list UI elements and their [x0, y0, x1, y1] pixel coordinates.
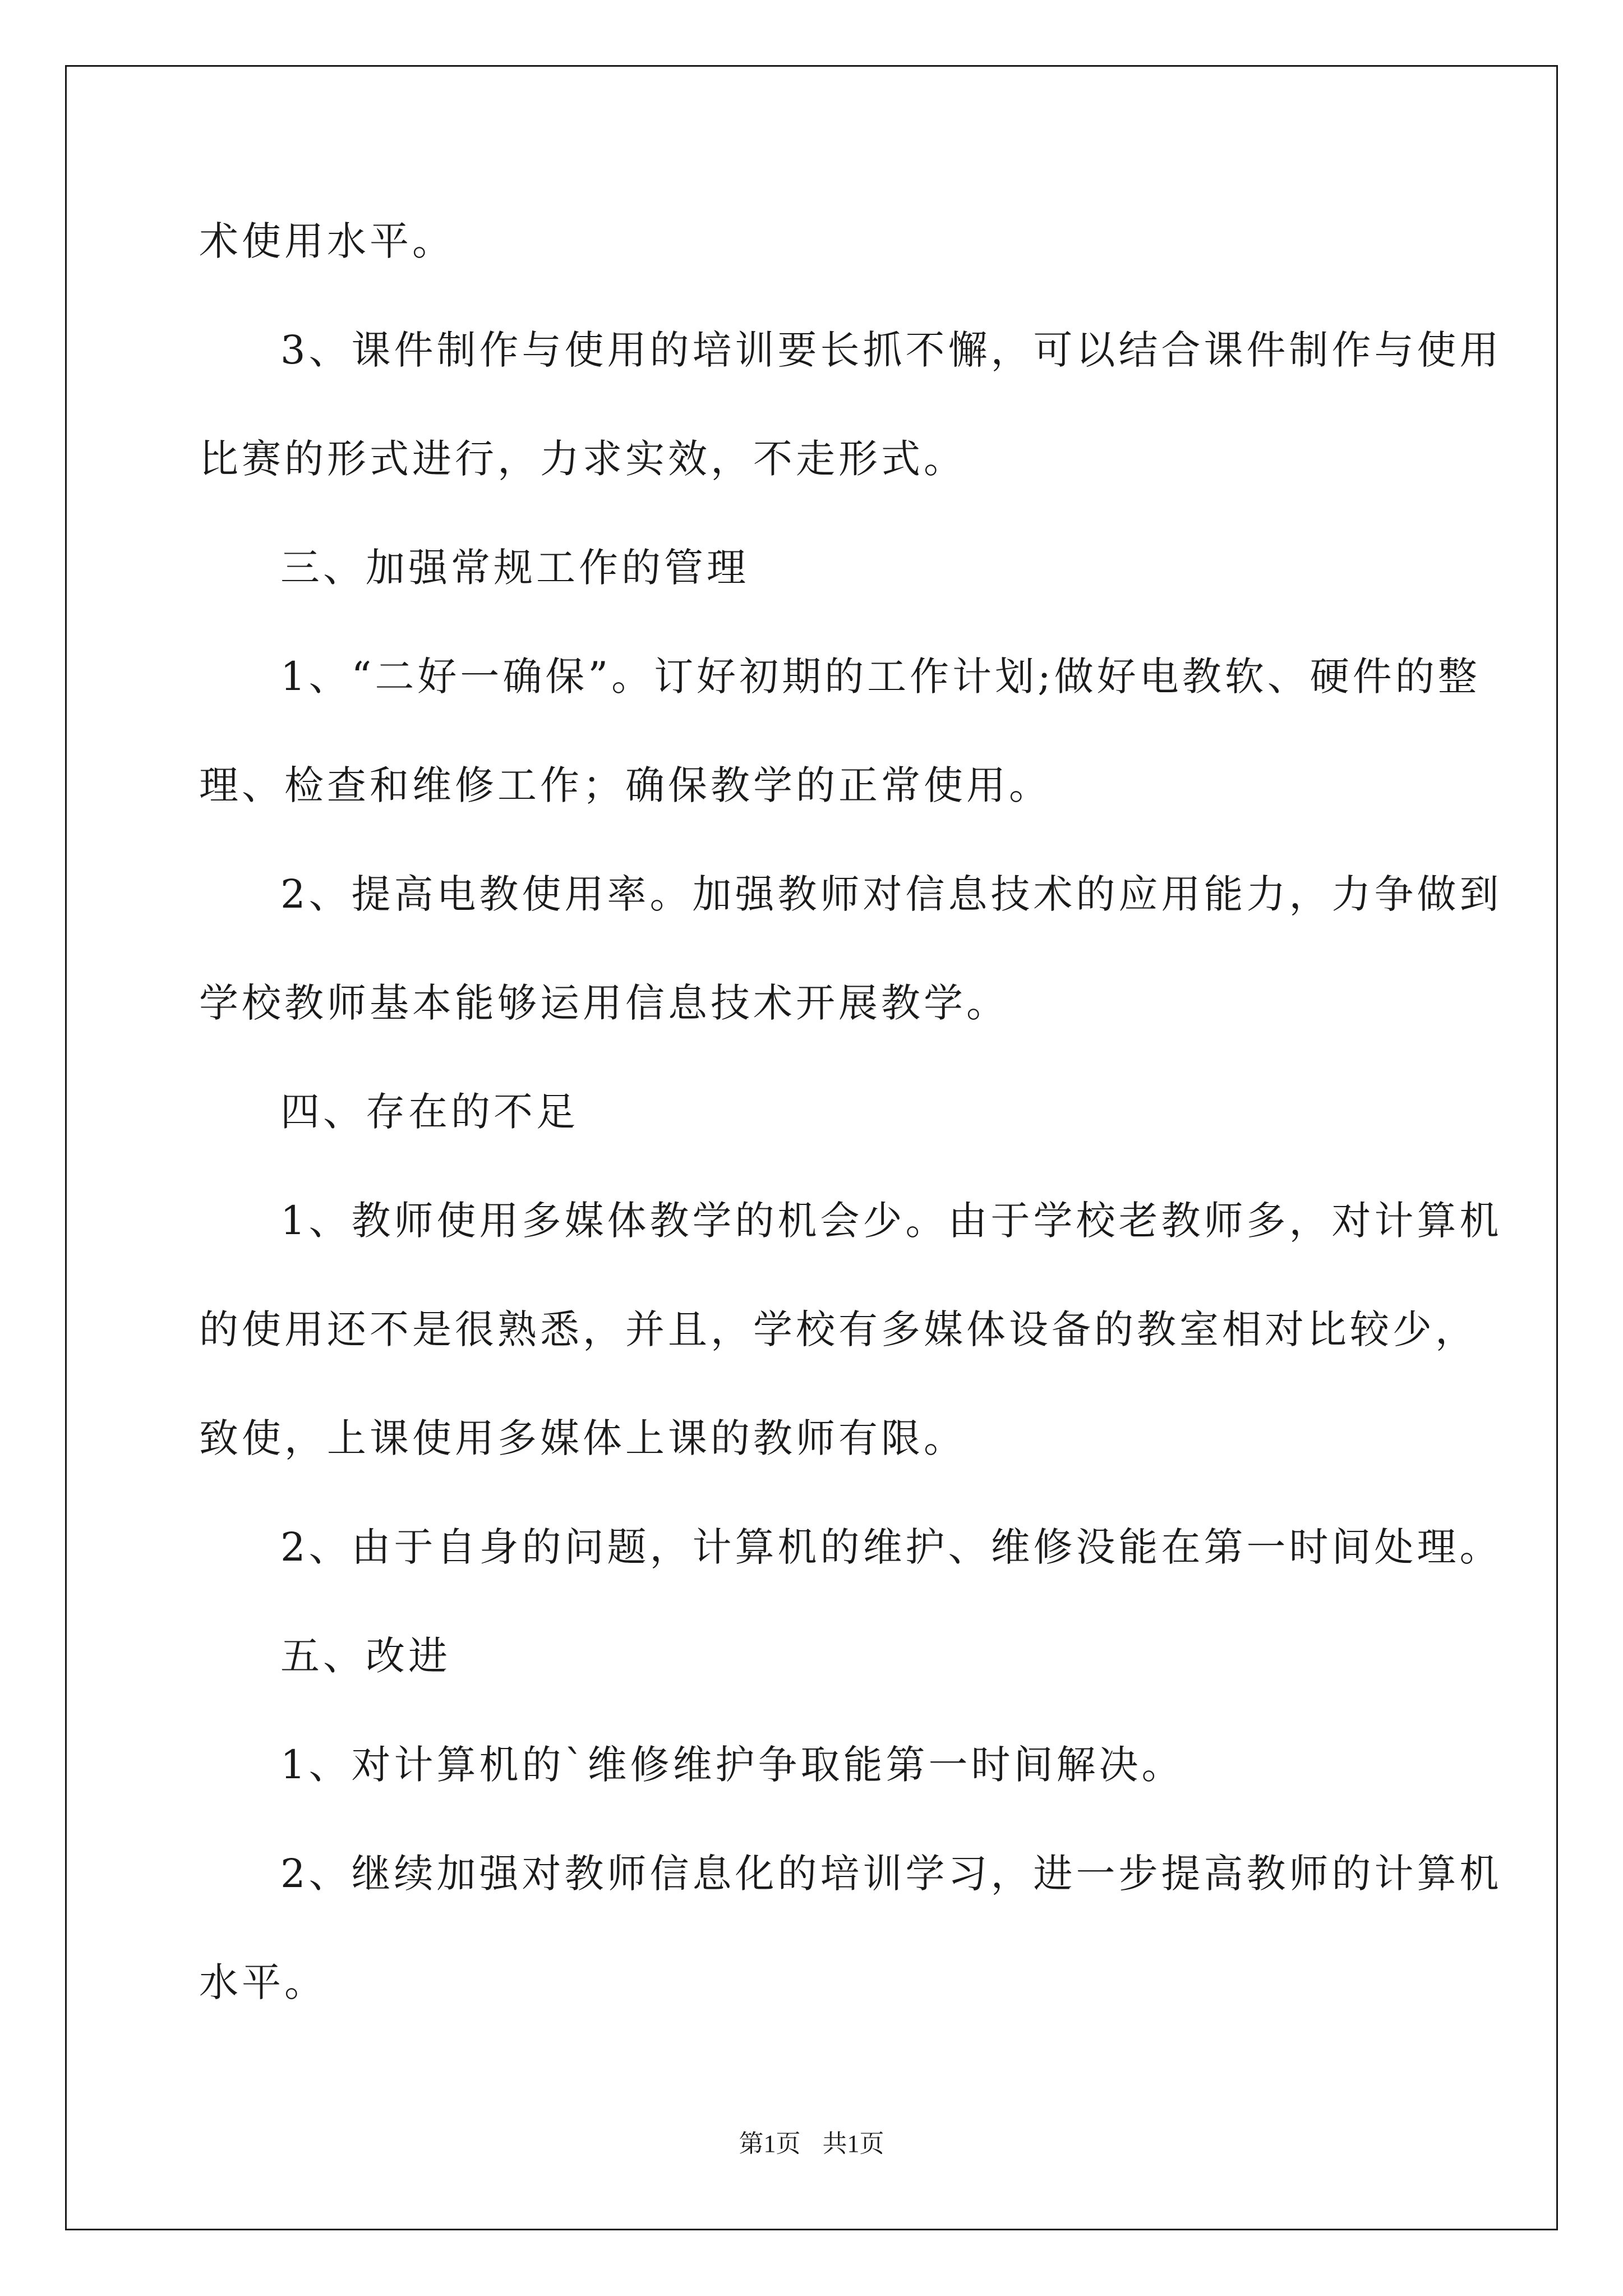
text-line: 1、教师使用多媒体教学的机会少。由于学校老教师多，对计算机: [280, 1198, 1502, 1244]
section-heading: 五、改进: [280, 1633, 451, 1679]
text-line: 理、检查和维修工作；确保教学的正常使用。: [199, 762, 1052, 808]
text-line: 比赛的形式进行，力求实效，不走形式。: [199, 436, 966, 482]
text-line: 2、继续加强对教师信息化的培训学习，进一步提高教师的计算机: [280, 1851, 1502, 1897]
page-number-total: 共1页: [822, 2130, 884, 2157]
text-line: 致使，上课使用多媒体上课的教师有限。: [199, 1415, 966, 1461]
section-heading: 四、存在的不足: [280, 1089, 579, 1135]
text-line: 2、由于自身的问题，计算机的维护、维修没能在第一时间处理。: [280, 1524, 1502, 1570]
text-line: 术使用水平。: [199, 218, 455, 264]
page-border: [65, 65, 1558, 2230]
text-line: 3、课件制作与使用的培训要长抓不懈，可以结合课件制作与使用: [280, 327, 1502, 373]
page-number-current: 第1页: [739, 2130, 801, 2157]
text-line: 2、提高电教使用率。加强教师对信息技术的应用能力，力争做到: [280, 871, 1502, 917]
text-line: 的使用还不是很熟悉，并且，学校有多媒体设备的教室相对比较少，: [199, 1306, 1478, 1352]
section-heading: 三、加强常规工作的管理: [280, 545, 749, 591]
text-line: 1、“二好一确保”。订好初期的工作计划;做好电教软、硬件的整: [280, 654, 1481, 700]
text-line: 学校教师基本能够运用信息技术开展教学。: [199, 980, 1009, 1026]
page-footer: [0, 2123, 1623, 2159]
text-line: 水平。: [199, 1959, 327, 2005]
text-line: 1、对计算机的`维修维护争取能第一时间解决。: [280, 1742, 1184, 1788]
